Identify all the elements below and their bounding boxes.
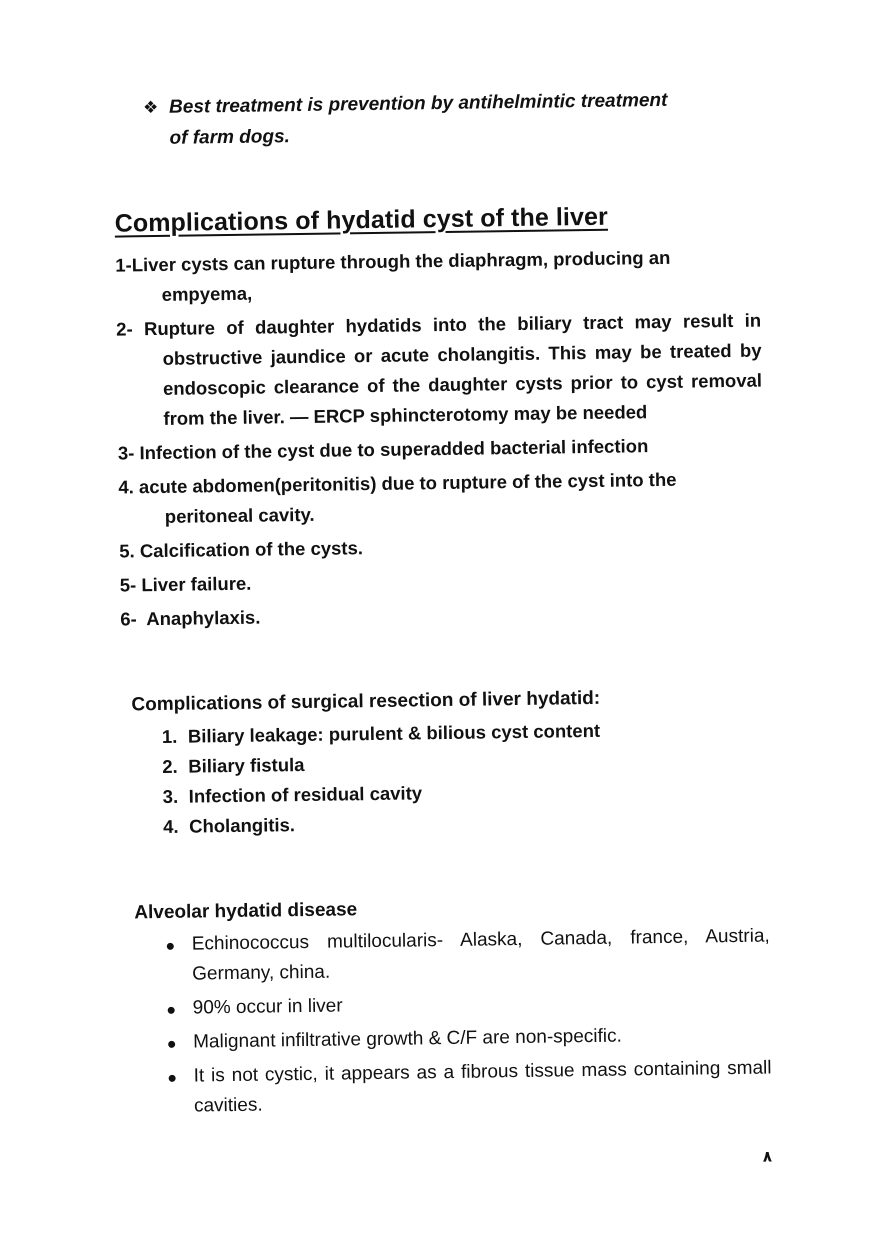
list-marker: 1. <box>161 725 178 747</box>
list-item <box>166 1053 772 1121</box>
list-item <box>165 922 771 990</box>
list-text: Echinococcus multilocularis- Alaska, Canada, france, Austria, Germany, china. <box>191 925 770 985</box>
alveolar-heading: Alveolar hydatid disease <box>134 899 358 924</box>
list-text: Biliary fistula <box>188 753 305 777</box>
intro-line-1: Best treatment is prevention by antihelmintic treatment <box>168 89 668 118</box>
complications-heading: Complications of hydatid cyst of the liver <box>114 202 609 238</box>
list-item <box>120 562 765 601</box>
list-marker: 6- <box>120 608 137 630</box>
list-item <box>115 242 761 311</box>
list-marker: 3- <box>117 442 135 464</box>
bullet-dot-icon <box>168 1041 175 1048</box>
complications-list <box>115 242 765 639</box>
list-marker: 1- <box>115 254 132 276</box>
page-number: ٨ <box>762 1148 773 1166</box>
list-text: Infection of the cyst due to superadded bacterial infection <box>139 435 649 464</box>
list-text: Cholangitis. <box>188 814 296 837</box>
list-item <box>116 306 763 435</box>
list-marker: 5- <box>119 574 137 596</box>
list-text: Biliary leakage: purulent & bilious cyst content <box>187 719 601 747</box>
list-text: Malignant infiltrative growth & C/F are non-specific. <box>193 1025 622 1053</box>
bullet-dot-icon <box>169 1075 176 1082</box>
bullet-dot-icon <box>168 1007 175 1014</box>
surgical-heading: Complications of surgical resection of liver hydatid: <box>131 687 601 716</box>
list-marker: 5. <box>119 540 135 562</box>
list-marker: 4. <box>162 815 179 837</box>
list-item <box>120 596 765 635</box>
list-text: 90% occur in liver <box>192 995 343 1019</box>
surgical-list <box>162 716 602 842</box>
list-text: Rupture of daughter hydatids into the biliary tract may result in obstructive jaundice or acute cholangitis. This may be treated by endoscopic clearance of the daughter cysts prior to cyst removal from the liver. — ERCP sphincterotomy may be needed <box>143 309 763 429</box>
list-text: Liver failure. <box>141 572 252 596</box>
list-marker: 4. <box>118 476 134 498</box>
list-item <box>118 464 764 533</box>
alveolar-list <box>165 922 773 1126</box>
list-text: Anaphylaxis. <box>146 606 261 630</box>
bullet-dot-icon <box>167 943 174 950</box>
list-item <box>166 1019 771 1057</box>
list-text: Infection of residual cavity <box>188 782 423 807</box>
list-item <box>163 806 602 842</box>
list-item <box>119 528 764 567</box>
intro-note <box>143 84 764 155</box>
list-text: acute abdomen(peritonitis) due to rupture of the cyst into the peritoneal cavity. <box>138 468 677 527</box>
list-text: Calcification of the cysts. <box>139 537 364 562</box>
diamond-bullet-icon: ❖ <box>142 97 159 118</box>
list-text: It is not cystic, it appears as a fibrous tissue mass containing small cavities. <box>193 1057 772 1117</box>
list-marker: 2- <box>116 318 133 340</box>
intro-line-2: of farm dogs. <box>169 126 291 149</box>
list-item <box>162 716 601 752</box>
list-item <box>118 430 763 469</box>
list-text: Liver cysts can rupture through the diaphragm, producing an empyema, <box>131 246 671 305</box>
list-marker: 2. <box>162 755 178 777</box>
list-marker: 3. <box>162 785 179 807</box>
list-item <box>165 985 770 1023</box>
